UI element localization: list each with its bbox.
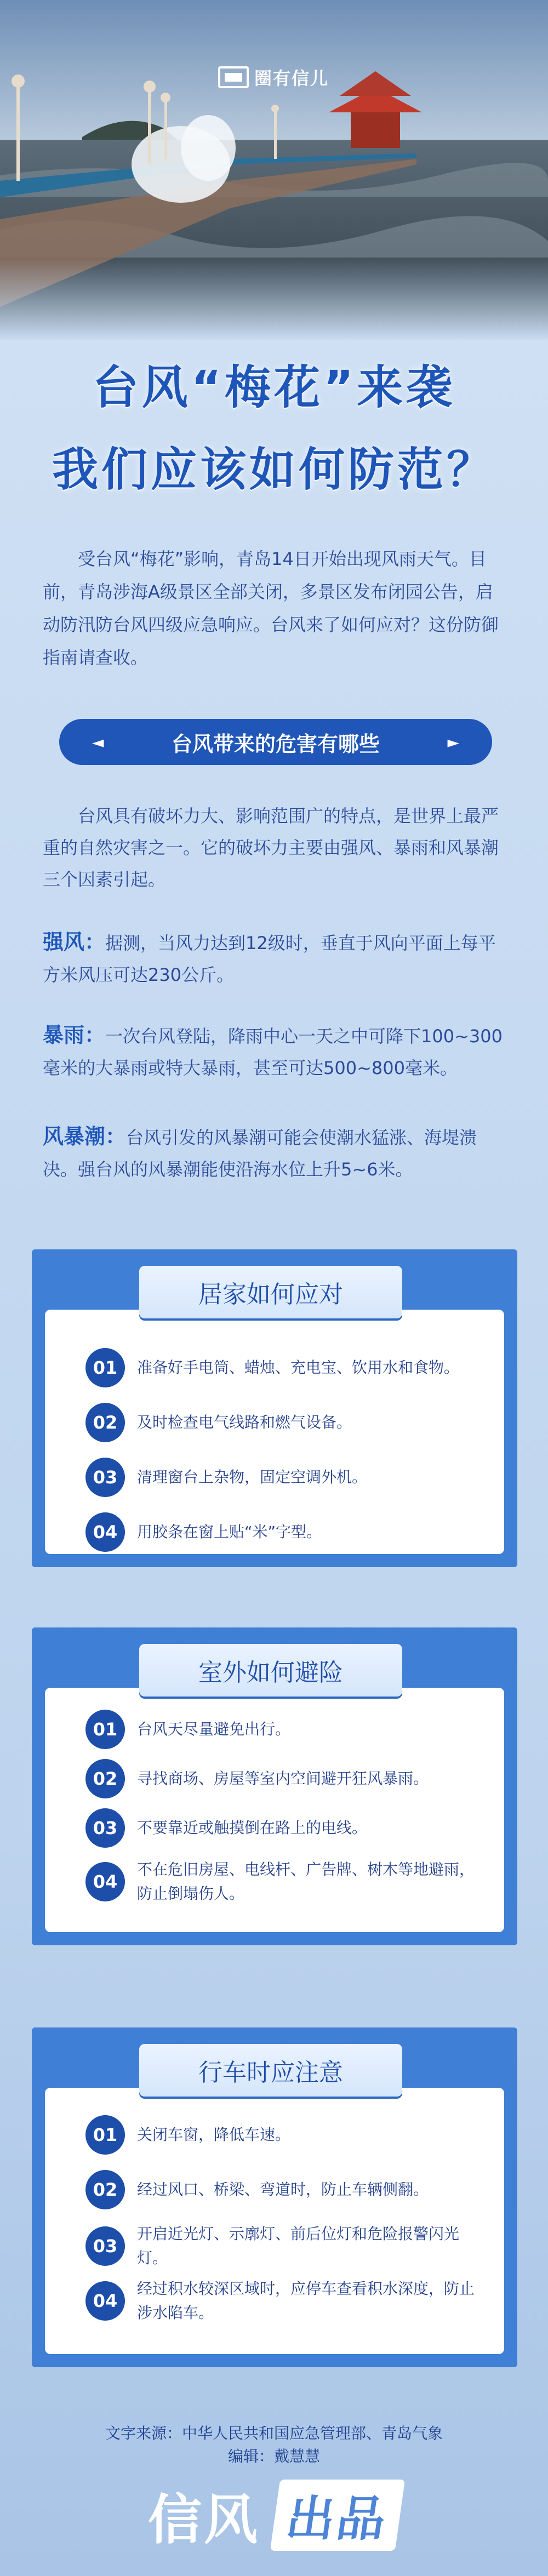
item-text: 开启近光灯、示廓灯、前后位灯和危险报警闪光灯。 [137, 2225, 460, 2267]
item-number: 02 [85, 2170, 125, 2209]
list-item [85, 1403, 488, 1442]
hazard-surge [43, 1121, 510, 1185]
headline-line-1: 台风“梅花”来袭 [92, 361, 456, 414]
right-triangle-icon: ► [447, 733, 459, 751]
hazard-rain-label: 暴雨： [43, 1023, 106, 1047]
item-number: 01 [85, 2115, 125, 2155]
list-item [85, 1710, 488, 1749]
hazard-surge-text: 台风引发的风暴潮可能会使潮水猛涨、海堤溃决。强台风的风暴潮能使沿海水位上升5~6米。 [43, 1127, 477, 1180]
outdoor-panel-title: 室外如何避险 [139, 1644, 402, 1697]
brand-right: 出品 [270, 2480, 405, 2551]
hazard-rain-text: 一次台风登陆，降雨中心一天之中可降下100~300毫米的大暴雨或特大暴雨，甚至可达500~800毫米。 [43, 1026, 503, 1078]
source-text: 文字来源：中华人民共和国应急管理部、青岛气象 [105, 2424, 443, 2442]
home-panel [32, 1249, 517, 1567]
item-number: 03 [85, 2226, 125, 2266]
list-item [85, 2170, 488, 2209]
item-number: 04 [85, 1862, 125, 1901]
list-item [85, 1512, 488, 1552]
left-triangle-icon: ◄ [92, 733, 104, 751]
hero-photo [0, 0, 548, 340]
hazard-wind [43, 926, 510, 991]
item-text: 经过风口、桥梁、弯道时，防止车辆侧翻。 [137, 2180, 429, 2198]
list-item [85, 1808, 488, 1848]
driving-panel-title: 行车时应注意 [139, 2044, 402, 2097]
hazard-wind-label: 强风： [43, 930, 106, 954]
list-item [85, 2222, 488, 2270]
brand-logo [218, 65, 329, 90]
item-text: 用胶条在窗上贴“米”字型。 [137, 1523, 322, 1541]
item-text: 寻找商场、房屋等室内空间避开狂风暴雨。 [137, 1769, 429, 1787]
item-text: 经过积水较深区域时，应停车查看积水深度，防止涉水陷车。 [137, 2280, 475, 2322]
driving-panel-body [45, 2088, 504, 2354]
hazard-wind-text: 据测，当风力达到12级时，垂直于风向平面上每平方米风压可达230公斤。 [43, 933, 496, 985]
item-text: 不要靠近或触摸倒在路上的电线。 [137, 1819, 368, 1837]
editor-text: 编辑：戴慧慧 [227, 2447, 320, 2465]
item-text: 台风天尽量避免出行。 [137, 1720, 291, 1738]
item-text: 不在危旧房屋、电线杆、广告牌、树木等地避雨，防止倒塌伤人。 [137, 1860, 475, 1903]
outdoor-panel-body [45, 1688, 504, 1932]
list-item [85, 2277, 488, 2325]
logo-icon [218, 66, 249, 88]
list-item [85, 2115, 488, 2155]
hazard-surge-label: 风暴潮： [43, 1124, 127, 1149]
item-text: 清理窗台上杂物，固定空调外机。 [137, 1468, 368, 1486]
item-number: 02 [85, 1403, 125, 1442]
list-item [85, 1759, 488, 1798]
hazards-summary: 台风具有破坏力大、影响范围广的特点，是世界上最严重的自然灾害之一。它的破坏力主要由强风、暴雨和风暴潮三个因素引起。 [43, 806, 499, 890]
item-number: 01 [85, 1710, 125, 1749]
item-number: 04 [85, 1512, 125, 1552]
publisher-brand [0, 2477, 548, 2554]
driving-panel [32, 2027, 517, 2367]
brand-left: 信风 [147, 2488, 260, 2551]
hazards-section-header [59, 719, 492, 765]
item-number: 01 [85, 1348, 125, 1387]
logo-text: 圈有信儿 [254, 68, 329, 89]
item-text: 关闭车窗，降低车速。 [137, 2126, 291, 2144]
home-panel-title: 居家如何应对 [139, 1266, 402, 1318]
headline-line-2: 我们应该如何防范？ [52, 443, 496, 496]
list-item [85, 1858, 488, 1906]
item-number: 04 [85, 2281, 125, 2321]
hazards-section-title: 台风带来的危害有哪些 [171, 732, 380, 756]
credits [0, 2422, 548, 2468]
list-item [85, 1458, 488, 1497]
home-panel-body [45, 1310, 504, 1554]
item-text: 及时检查电气线路和燃气设备。 [137, 1413, 352, 1431]
item-text: 准备好手电筒、蜡烛、充电宝、饮用水和食物。 [137, 1358, 460, 1376]
intro-paragraph: 受台风“梅花”影响，青岛14日开始出现风雨天气。目前，青岛涉海A级景区全部关闭，多景区发布闭园公告，启动防汛防台风四级应急响应。台风来了如何应对？这份防御指南请查收。 [43, 549, 499, 668]
item-number: 02 [85, 1759, 125, 1798]
item-number: 03 [85, 1458, 125, 1497]
list-item [85, 1348, 488, 1387]
item-number: 03 [85, 1808, 125, 1848]
hero-illustration [0, 0, 548, 340]
hazard-rain [43, 1019, 510, 1084]
outdoor-panel [32, 1627, 517, 1945]
